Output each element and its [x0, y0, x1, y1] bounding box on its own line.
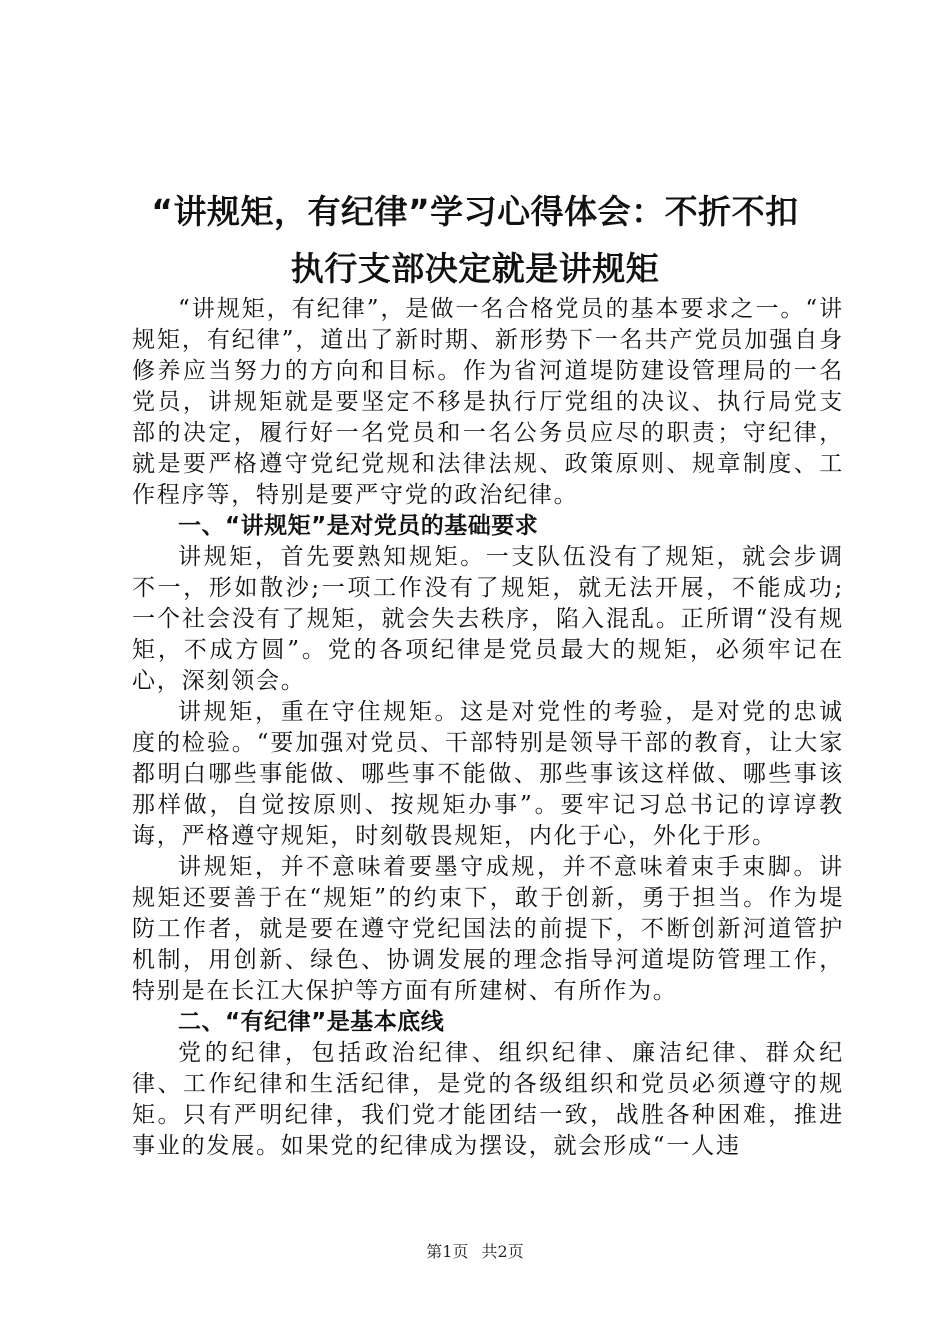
page-number-current: 第1页 [426, 1242, 469, 1261]
page-number-total: 共2页 [481, 1242, 524, 1261]
paragraph: 党的纪律，包括政治纪律、组织纪律、廉洁纪律、群众纪律、工作纪律和生活纪律，是党的各级组织和党员必须遵守的规矩。只有严明纪律，我们党才能团结一致，战胜各种困难，推进事业的发展。如果党的纪律成为摆设，就会形成“一人违 [132, 1040, 844, 1159]
paragraph: 讲规矩，并不意味着要墨守成规，并不意味着束手束脚。讲规矩还要善于在“规矩”的约束下，敢于创新，勇于担当。作为堤防工作者，就是要在遵守党纪国法的前提下，不断创新河道管护机制，用创新、绿色、协调发展的理念指导河道堤防管理工作，特别是在长江大保护等方面有所建树、有所作为。 [132, 854, 844, 1004]
page-footer [0, 1241, 950, 1263]
paragraph-intro: “讲规矩，有纪律”，是做一名合格党员的基本要求之一。“讲规矩，有纪律”，道出了新时期、新形势下一名共产党员加强自身修养应当努力的方向和目标。作为省河道堤防建设管理局的一名党员，讲规矩就是要坚定不移是执行厅党组的决议、执行局党支部的决定，履行好一名党员和一名公务员应尽的职责；守纪律，就是要严格遵守党纪党规和法律法规、政策原则、规章制度、工作程序等，特别是要严守党的政治纪律。 [132, 296, 844, 508]
document-title-line-1: “讲规矩，有纪律”学习心得体会：不折不扣 [151, 192, 799, 231]
paragraph: 讲规矩，重在守住规矩。这是对党性的考验，是对党的忠诚度的检验。“要加强对党员、干部特别是领导干部的教育，让大家都明白哪些事能做、哪些事不能做、那些事该这样做、哪些事该那样做，自觉按原则、按规矩办事”。要牢记习总书记的谆谆教诲，严格遵守规矩，时刻敬畏规矩，内化于心，外化于形。 [132, 699, 844, 849]
section-heading-2: 二、“有纪律”是基本底线 [178, 1009, 445, 1035]
document-title-line-2: 执行支部决定就是讲规矩 [290, 249, 660, 288]
document-body [132, 294, 844, 1162]
section-heading-1: 一、“讲规矩”是对党员的基础要求 [178, 513, 539, 539]
paragraph: 讲规矩，首先要熟知规矩。一支队伍没有了规矩，就会步调不一，形如散沙;一项工作没有了规矩，就无法开展，不能成功;一个社会没有了规矩，就会失去秩序，陷入混乱。正所谓“没有规矩，不成方圆”。党的各项纪律是党员最大的规矩，必须牢记在心，深刻领会。 [132, 544, 844, 694]
